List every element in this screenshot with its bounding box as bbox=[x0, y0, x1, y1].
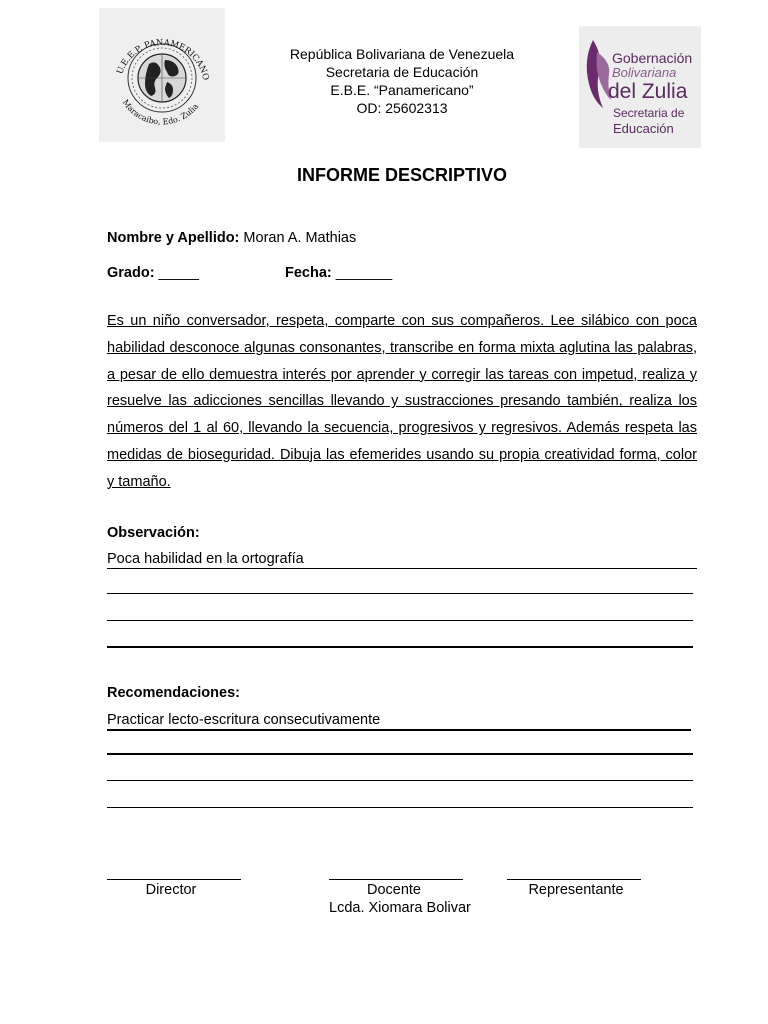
date-row bbox=[285, 265, 392, 281]
observation-line bbox=[107, 620, 693, 621]
country-name: República Bolivariana de Venezuela bbox=[289, 46, 515, 62]
school-header bbox=[232, 45, 572, 117]
description-paragraph: Es un niño conversador, respeta, comparte con sus compañeros. Lee silábico con poca habilidad desconoce algunas consonantes, transcribe en forma mixta aglutina las palabras, a pesar de ello demuestra interés por aprender y corregir las tareas con impetud, realiza y resuelve las adicciones sencillas llevando y sustracciones presando también, realiza los números del 1 al 60, llevando la secuencia, progresivos y regresivos. Además respeta las medidas de bioseguridad. Dibuja las efemerides usando su propia creatividad forma, color y tamaño. bbox=[107, 313, 697, 490]
observation-label: Observación: bbox=[107, 525, 200, 541]
recommendations-text: Practicar lecto-escritura consecutivamente bbox=[107, 712, 381, 728]
report-title: INFORME DESCRIPTIVO bbox=[296, 165, 507, 185]
director-signature-line bbox=[107, 879, 241, 880]
gov-line5: Educación bbox=[613, 121, 674, 136]
observation-line bbox=[107, 646, 693, 648]
recommendations-line bbox=[107, 780, 693, 781]
grade-label: Grado: bbox=[107, 265, 155, 281]
government-logo bbox=[579, 26, 701, 148]
ministry-name: Secretaria de Educación bbox=[325, 64, 479, 80]
recommendations-text-row bbox=[107, 712, 691, 731]
recommendations-label: Recomendaciones: bbox=[107, 685, 240, 701]
gov-line3: del Zulia bbox=[608, 80, 688, 103]
globe-seal-icon bbox=[99, 8, 225, 142]
name-value: Moran A. Mathias bbox=[243, 230, 357, 246]
recommendations-line bbox=[107, 753, 693, 755]
teacher-label: Docente bbox=[366, 882, 421, 898]
recommendations-line bbox=[107, 807, 693, 808]
school-logo bbox=[99, 8, 225, 142]
date-label: Fecha: bbox=[285, 265, 332, 281]
seal-text-top: U.E.E.P. PANAMERICANO bbox=[115, 37, 211, 82]
teacher-name: Lcda. Xiomara Bolivar bbox=[329, 900, 471, 916]
teacher-signature-line bbox=[329, 879, 463, 880]
school-code: OD: 25602313 bbox=[356, 100, 448, 116]
gov-line2: Bolivariana bbox=[612, 65, 677, 80]
zulia-emblem-icon bbox=[579, 26, 701, 148]
representative-label: Representante bbox=[528, 882, 624, 898]
name-label: Nombre y Apellido: bbox=[107, 230, 240, 246]
grade-value: _____ bbox=[158, 265, 199, 281]
student-name-row bbox=[107, 230, 356, 246]
school-name: E.B.E. “Panamericano” bbox=[330, 82, 474, 98]
seal-text-bottom: Maracaibo, Edo. Zulia bbox=[120, 97, 201, 127]
gov-line4: Secretaria de bbox=[613, 106, 685, 120]
grade-row bbox=[107, 265, 199, 281]
gov-line1: Gobernación bbox=[612, 50, 693, 66]
date-value: _______ bbox=[335, 265, 393, 281]
observation-text: Poca habilidad en la ortografía bbox=[107, 551, 697, 569]
director-label: Director bbox=[145, 882, 197, 898]
observation-line bbox=[107, 593, 693, 594]
representative-signature-line bbox=[507, 879, 641, 880]
